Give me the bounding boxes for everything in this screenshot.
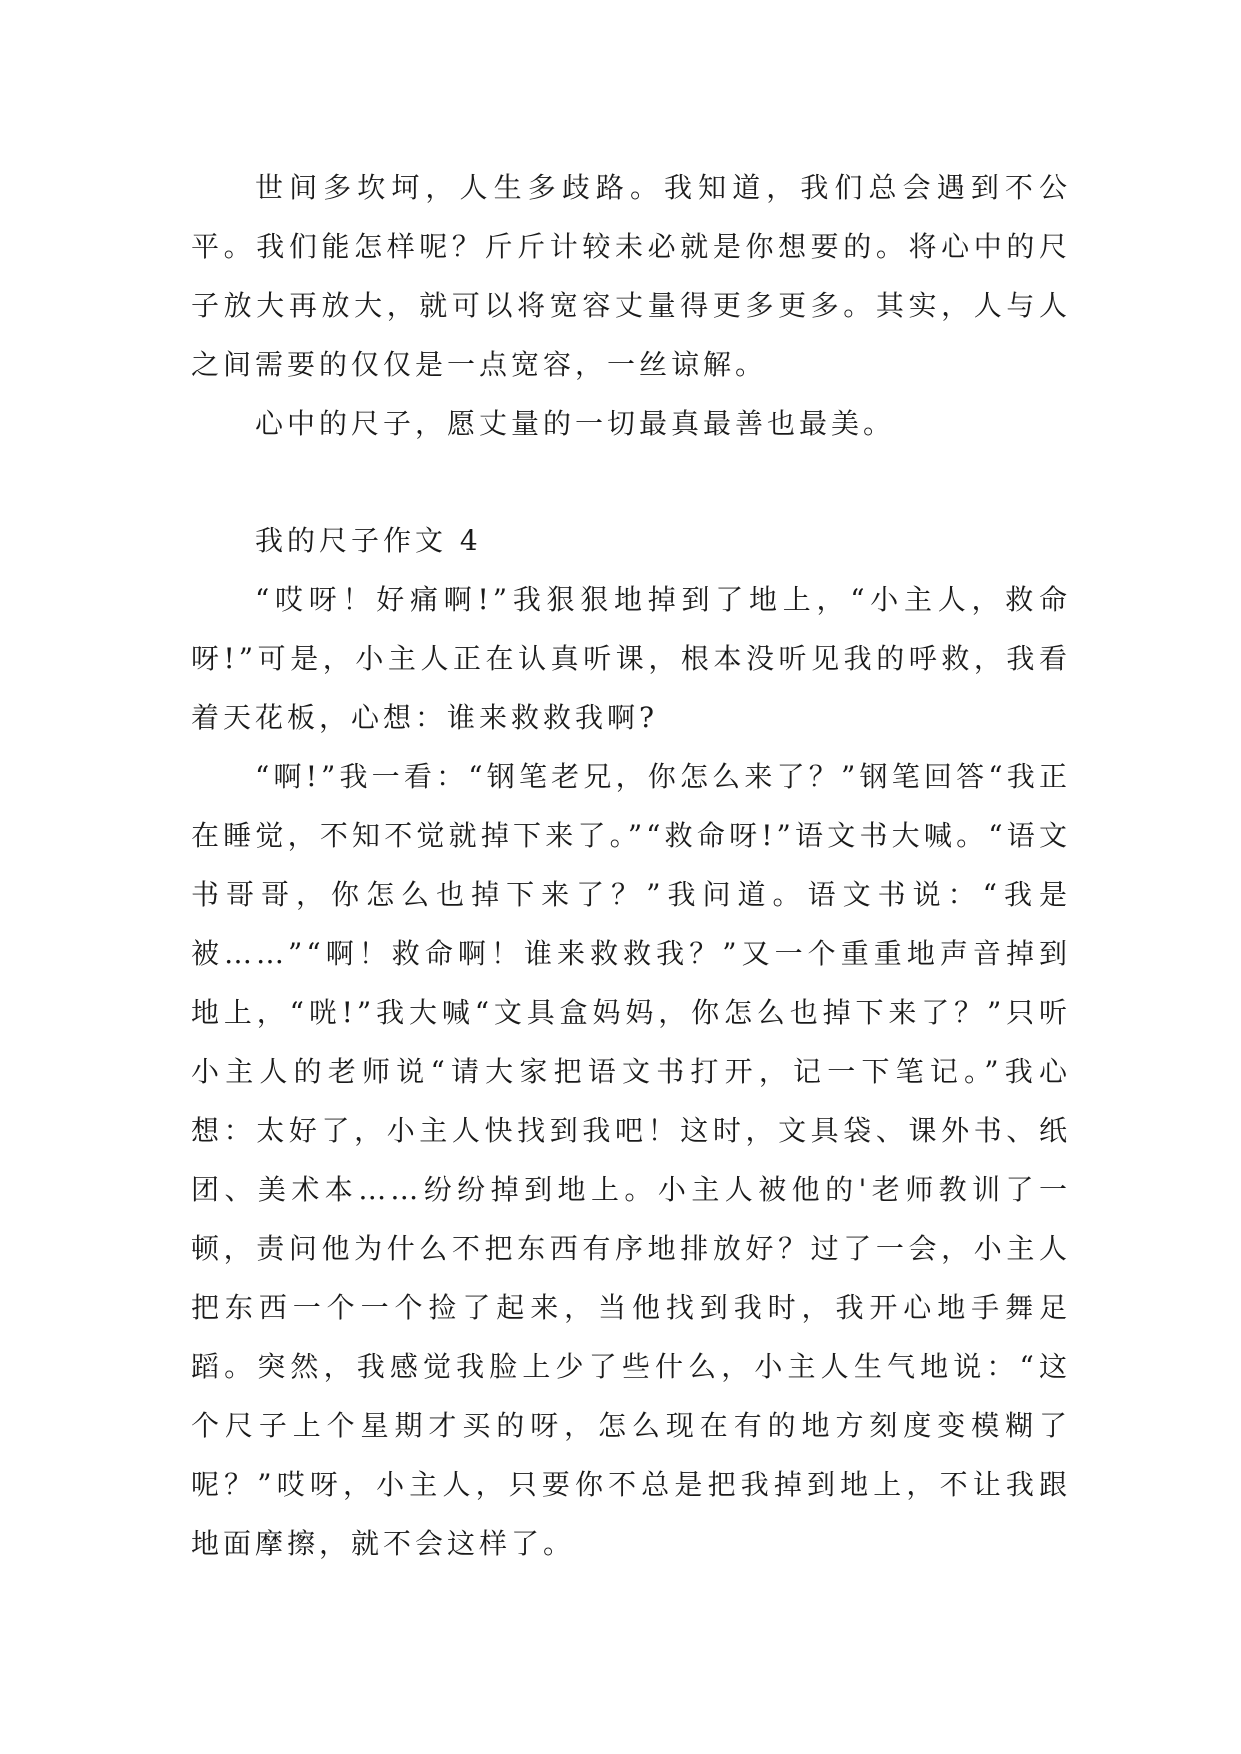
paragraph: 心中的尺子，愿丈量的一切最真最善也最美。 [255, 407, 896, 440]
essay-heading: 我的尺子作文 4 [255, 524, 482, 557]
paragraph: 世间多坎坷，人生多歧路。我知道，我们总会遇到不公平。我们能怎样呢？斤斤计较未必就是你想要的。将心中的尺子放大再放大，就可以将宽容丈量得更多更多。其实，人与人之间需要的仅仅是一点宽容，一丝谅解。 [191, 171, 1071, 381]
paragraph: “啊!”我一看：“钢笔老兄，你怎么来了？”钢笔回答“我正在睡觉，不知不觉就掉下来了。”“救命呀!”语文书大喊。“语文书哥哥，你怎么也掉下来了？”我问道。语文书说：“我是被……”“啊！救命啊！谁来救救我？”又一个重重地声音掉到地上，“咣!”我大喊“文具盒妈妈，你怎么也掉下来了？”只听小主人的老师说“请大家把语文书打开，记一下笔记。”我心想：太好了，小主人快找到我吧！这时，文具袋、课外书、纸团、美术本……纷纷掉到地上。小主人被他的'老师教训了一顿，责问他为什么不把东西有序地排放好？过了一会，小主人把东西一个一个捡了起来，当他找到我时，我开心地手舞足蹈。突然，我感觉我脸上少了些什么，小主人生气地说：“这个尺子上个星期才买的呀，怎么现在有的地方刻度变模糊了呢？”哎呀，小主人，只要你不总是把我掉到地上，不让我跟地面摩擦，就不会这样了。 [191, 760, 1071, 1560]
paragraph: “哎呀！好痛啊!”我狠狠地掉到了地上，“小主人，救命呀!”可是，小主人正在认真听课，根本没听见我的呼救，我看着天花板，心想：谁来救救我啊? [191, 583, 1071, 734]
document-body [191, 158, 1071, 1573]
